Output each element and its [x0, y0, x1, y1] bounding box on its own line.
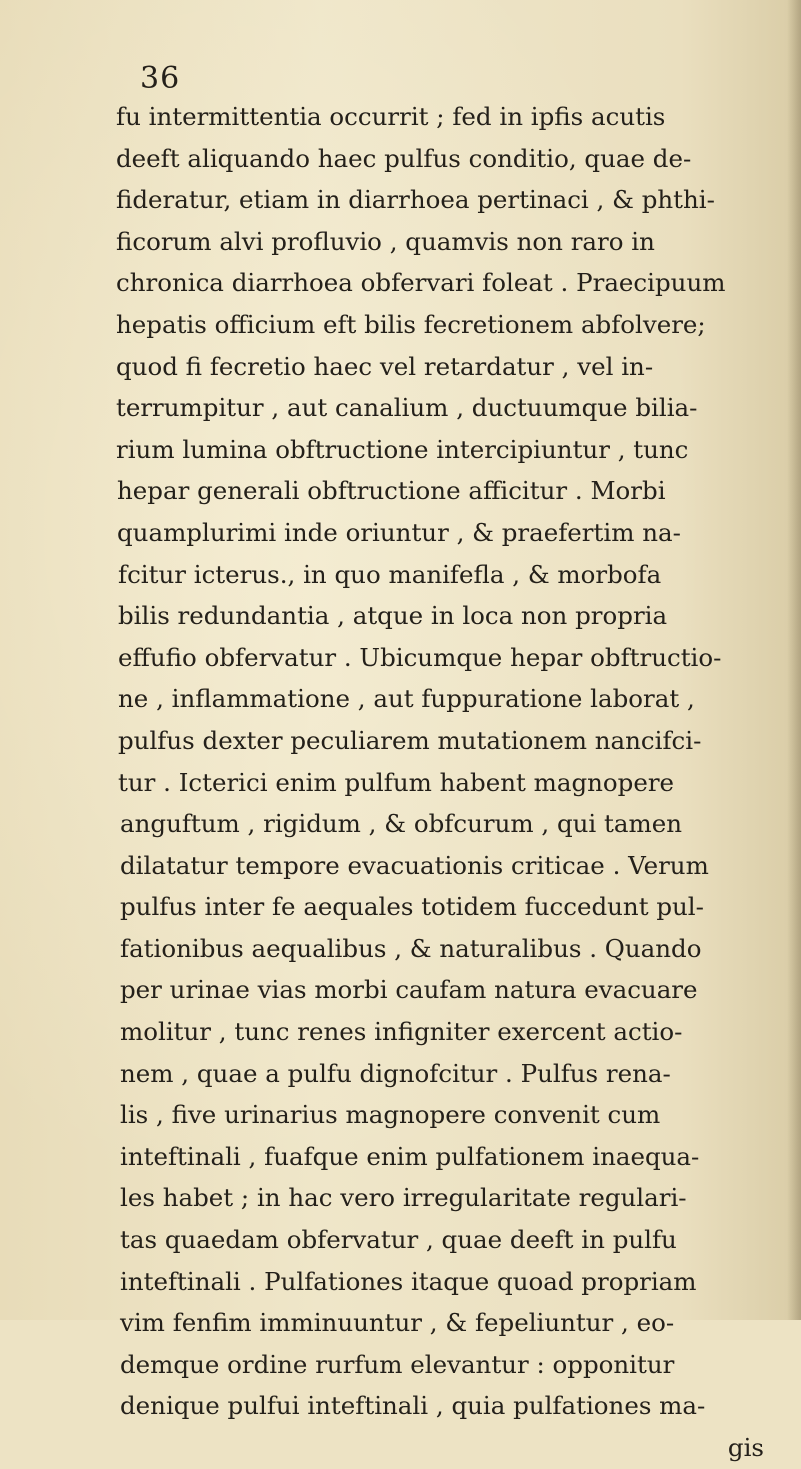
- text-line: pulfus dexter peculiarem mutationem nancifci-: [118, 725, 702, 755]
- text-line: ficorum alvi profluvio , quamvis non raro in: [116, 226, 655, 256]
- text-line: fideratur, etiam in diarrhoea pertinaci , & phthi-: [116, 185, 715, 215]
- text-line: quod fi fecretio haec vel retardatur , vel in-: [116, 351, 654, 381]
- text-line: ne , inflammatione , aut fuppuratione laborat ,: [118, 684, 695, 714]
- text-line: inteftinali . Pulfationes itaque quoad propriam: [120, 1266, 697, 1296]
- text-line: dilatatur tempore evacuationis criticae . Verum: [120, 850, 709, 880]
- text-line: vim fenfim imminuuntur , & fepeliuntur , eo-: [120, 1308, 675, 1338]
- text-line: pulfus inter fe aequales totidem fuccedunt pul-: [120, 892, 704, 922]
- text-line: lis , five urinarius magnopere convenit cum: [120, 1100, 661, 1130]
- text-line: quamplurimi inde oriuntur , & praefertim na-: [117, 517, 681, 547]
- text-line: fationibus aequalibus , & naturalibus . Quando: [120, 933, 702, 963]
- text-line: hepar generali obftructione afficitur . Morbi: [117, 476, 666, 506]
- text-line: inteftinali , fuafque enim pulfationem inaequa-: [120, 1141, 700, 1171]
- text-line: tur . Icterici enim pulfum habent magnopere: [118, 767, 675, 797]
- text-line: les habet ; in hac vero irregularitate regulari-: [120, 1183, 687, 1213]
- text-line: fcitur icterus., in quo manifefla , & morbofa: [118, 559, 662, 589]
- text-line: molitur , tunc renes infigniter exercent actio-: [120, 1017, 683, 1047]
- body-text: [100, 96, 790, 1469]
- text-line: demque ordine rurfum elevantur : opponitur: [120, 1349, 675, 1379]
- text-line: chronica diarrhoea obfervari foleat . Praecipuum: [116, 268, 726, 298]
- text-line: nem , quae a pulfu dignofcitur . Pulfus rena-: [120, 1058, 671, 1088]
- text-line: fu intermittentia occurrit ; fed in ipfis acutis: [116, 102, 666, 131]
- text-line: effufio obfervatur . Ubicumque hepar obftructio-: [118, 642, 722, 672]
- text-line: tas quaedam obfervatur , quae deeft in pulfu: [120, 1225, 677, 1255]
- text-line: terrumpitur , aut canalium , ductuumque bilia-: [116, 393, 698, 423]
- text-line: per urinae vias morbi caufam natura evacuare: [120, 975, 698, 1005]
- text-line: deeft aliquando haec pulfus conditio, quae de-: [116, 143, 692, 173]
- page-number: 36: [140, 61, 181, 96]
- text-line: hepatis officium eft bilis fecretionem abfolvere;: [116, 309, 706, 339]
- catchword: gis: [727, 1433, 764, 1462]
- text-line: rium lumina obftructione intercipiuntur , tunc: [116, 434, 689, 464]
- text-line: bilis redundantia , atque in loca non propria: [118, 601, 668, 631]
- text-line: denique pulfui inteftinali , quia pulfationes ma-: [120, 1391, 706, 1421]
- text-line: anguftum , rigidum , & obfcurum , qui tamen: [120, 809, 682, 839]
